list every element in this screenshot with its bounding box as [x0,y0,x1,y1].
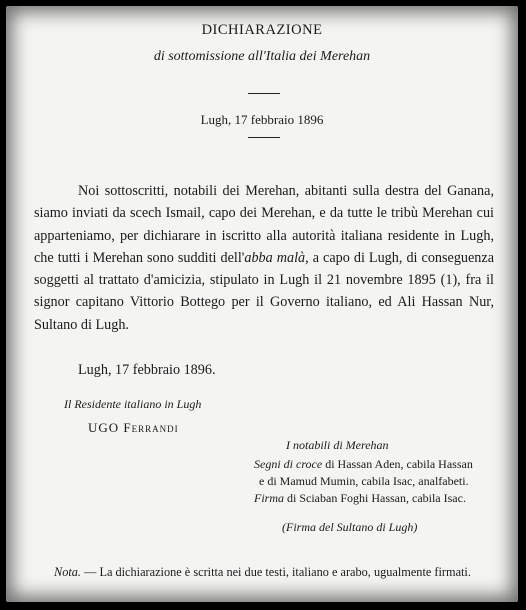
sultan-signature: (Firma del Sultano di Lugh) [282,520,418,534]
divider-bottom [248,137,280,138]
resident-last-name: Ferrandi [123,420,179,435]
paragraph-part-1: Noi sottoscritti, notabili dei Merehan, abitanti sulla destra del Ganana, siamo inviati da scech Ismail, capo dei Merehan, e da tutte le tribù Merehan cui apparteniamo, per dichiarare in iscritto alla autorità italiana residente in Lugh, che tutti i Merehan sono sudditi dell' [34,183,494,266]
declaration-paragraph [34,180,494,336]
notabili-signatures [254,456,486,507]
divider-top [248,93,280,94]
signature-line-1 [254,456,486,473]
paragraph-italic-term: abba malà [244,249,306,266]
signature-line-2: e di Mamud Mumin, cabila Isac, analfabeti. [259,474,469,488]
dateline: Lugh, 17 febbraio 1896 [200,112,324,127]
resident-first-name: UGO [88,420,120,435]
signature-line-3-text: di Sciaban Foghi Hassan, cabila Isac. [284,491,466,505]
signature-line-3-italic: Firma [254,491,284,505]
document-page [6,6,518,602]
footnote-text: — La dichiarazione è scritta nei due testi, italiano e arabo, ugualmente firmati. [81,565,471,579]
footnote-paragraph [26,563,498,582]
signature-line-3 [254,490,486,507]
notabili-label: I notabili di Merehan [286,438,389,452]
paragraph-part-2: , a capo di Lugh, di conseguenza soggetti al trattato d'amicizia, stipulato in Lugh il 21 novembre 1895 (1), fra il signor capitano Vittorio Bottego per il Governo italiano, ed Ali Hassan Nur, Sultano di Lugh. [34,249,494,333]
declaration-body [34,180,494,336]
document-subtitle: di sottomissione all'Italia dei Merehan [153,49,371,64]
signature-line-1-text: di Hassan Aden, cabila Hassan [322,457,473,471]
footnote-label: Nota. [54,565,81,579]
closing-date: Lugh, 17 febbraio 1896. [78,362,216,378]
resident-label: Il Residente italiano in Lugh [64,397,202,411]
document-title: DICHIARAZIONE [201,22,323,38]
footnote [26,563,498,582]
signature-line-1-italic: Segni di croce [254,457,323,471]
resident-name [88,420,179,436]
